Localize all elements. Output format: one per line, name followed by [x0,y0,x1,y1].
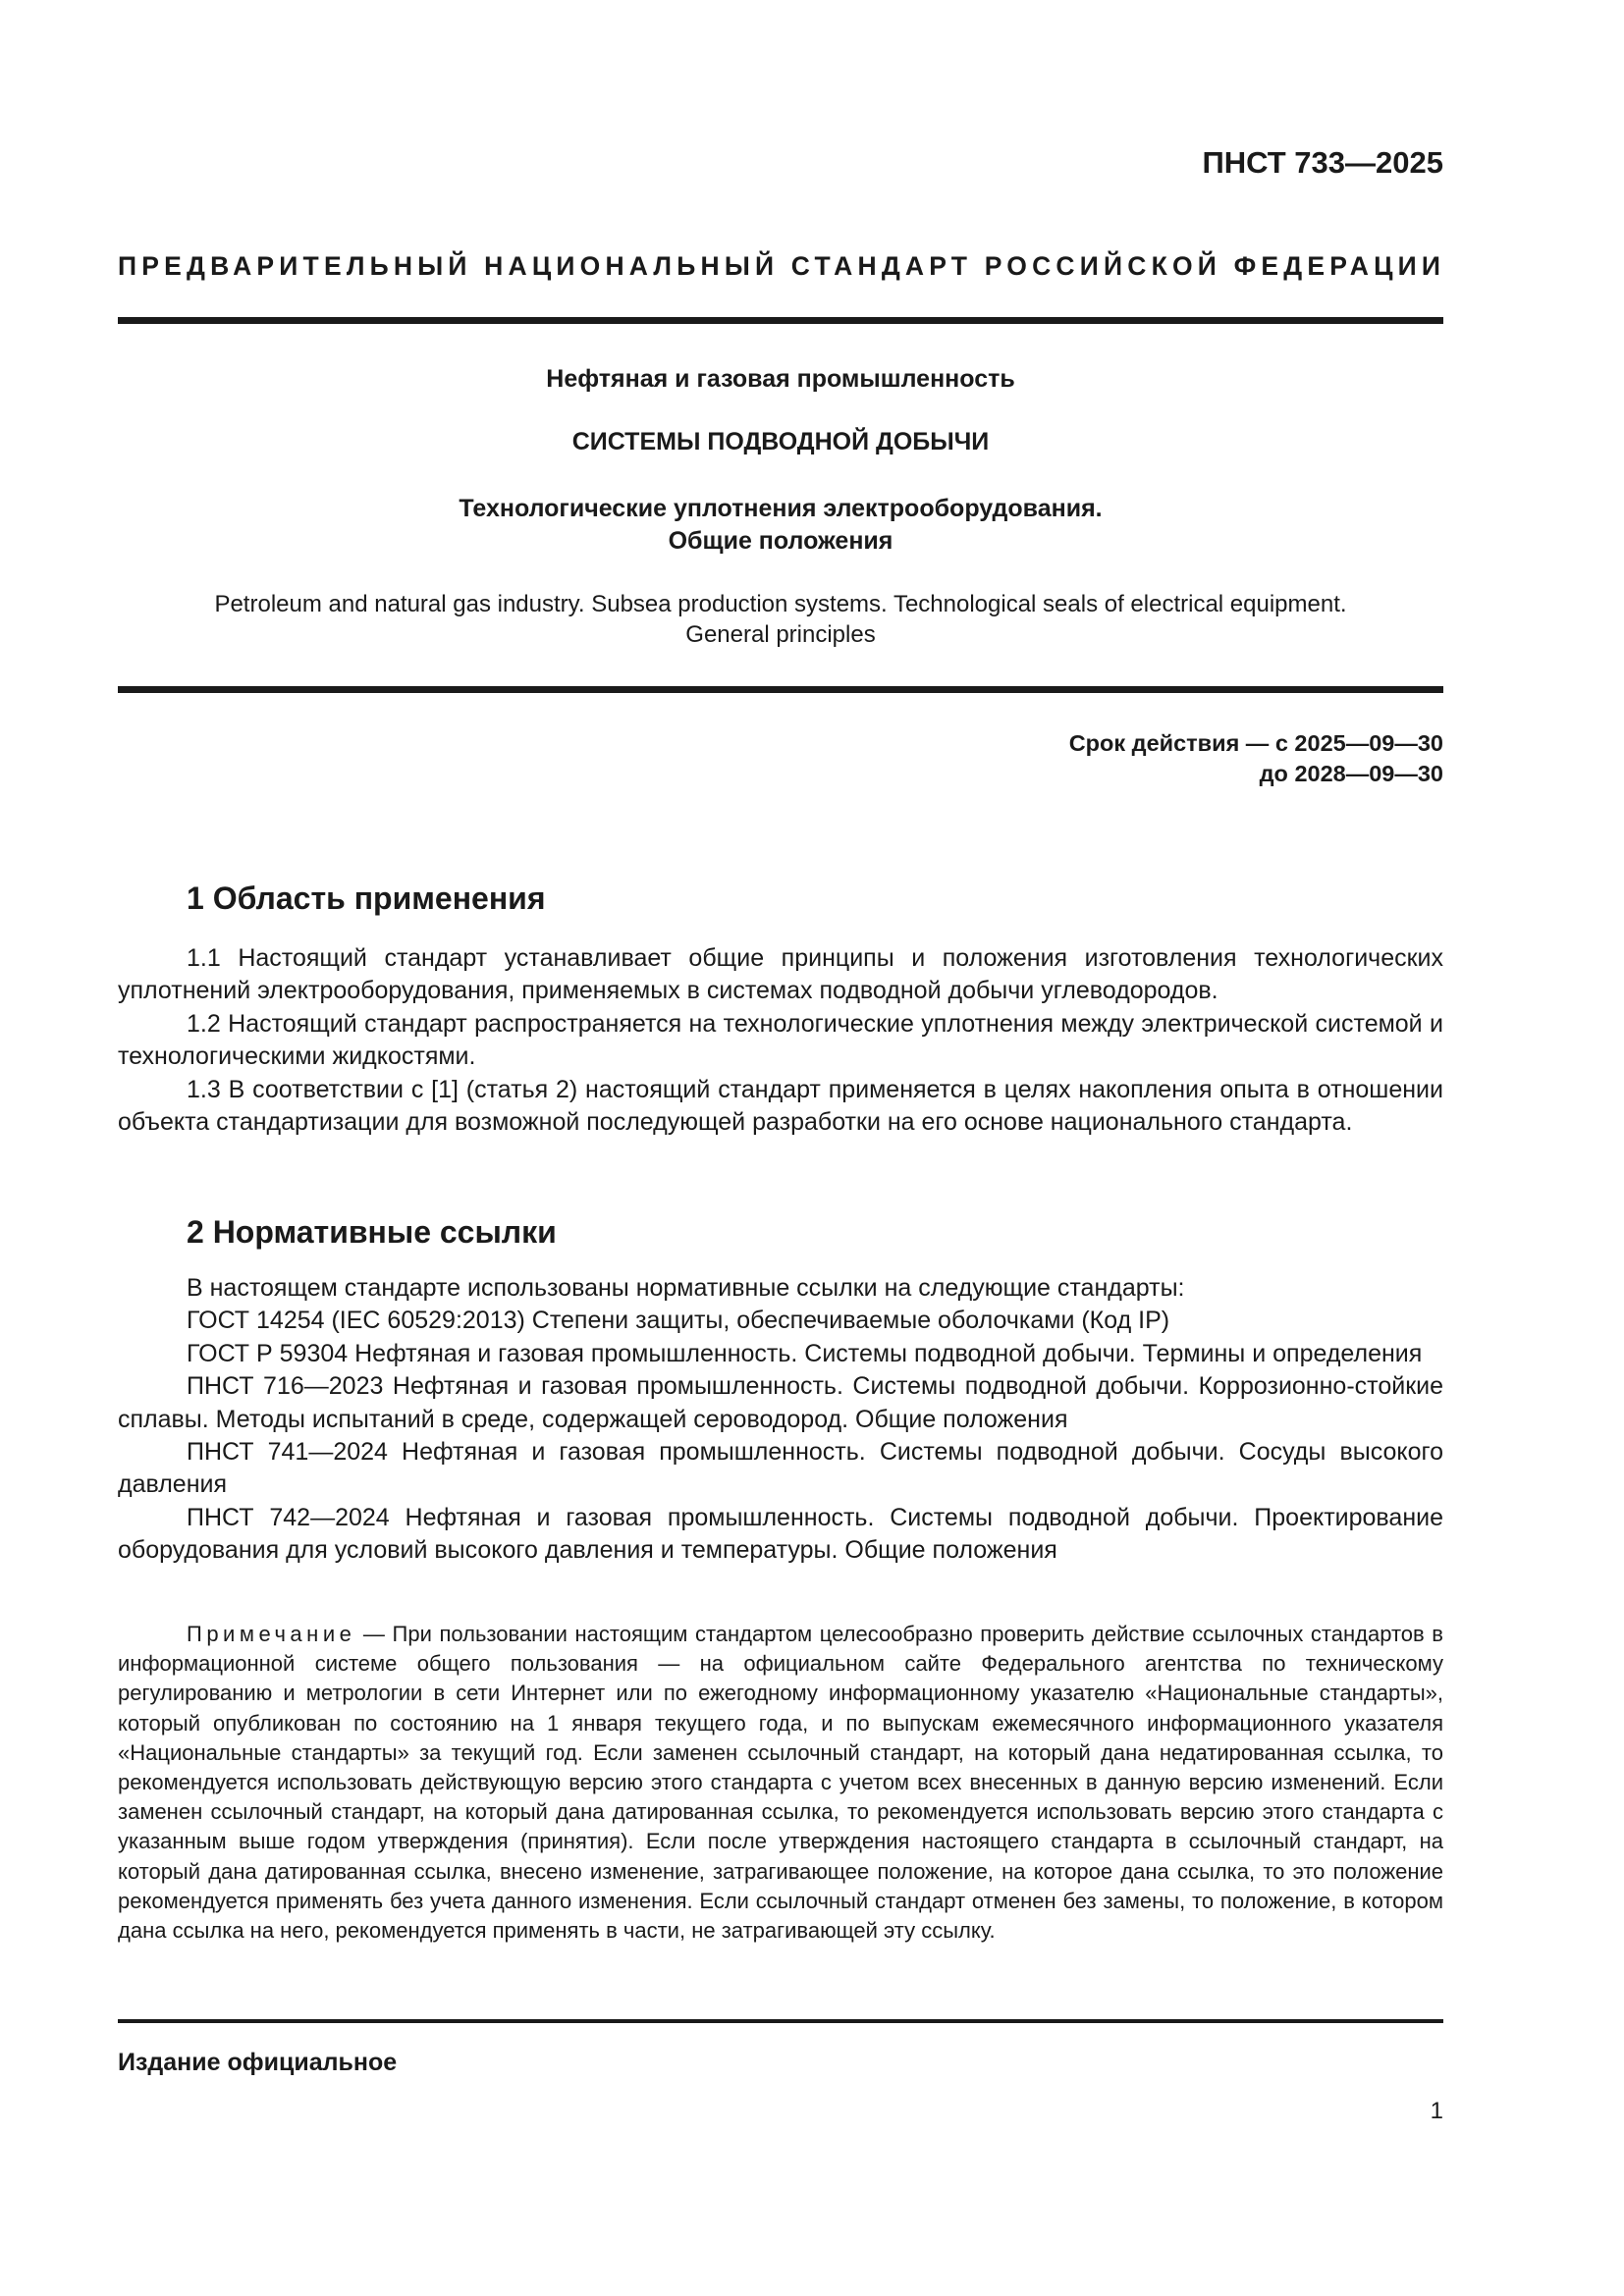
paragraph-1-2: 1.2 Настоящий стандарт распространяется на технологические уплотнения между электрической системой и технологическими жидкостями. [118,1009,1443,1071]
note-paragraph [118,1620,1443,1946]
subject-title [118,493,1443,558]
english-title [118,589,1443,650]
reference-item: ГОСТ Р 59304 Нефтяная и газовая промышленность. Системы подводной добычи. Термины и определения [187,1339,1423,1367]
top-divider [118,317,1443,324]
note-label: Примечание [187,1622,356,1646]
document-number: ПНСТ 733—2025 [1202,145,1443,180]
note-text: При пользовании настоящим стандартом целесообразно проверить действие ссылочных стандартов в информационной системе общего пользования — на официальном сайте Федерального агентства по техническому регулированию и метрологии в сети Интернет или по ежегодному информационному указателю «Национальные стандарты», который опубликован по состоянию на 1 января текущего года, и по выпускам ежемесячного информационного указателя «Национальные стандарты» за текущий год. Если заменен ссылочный стандарт, на который дана недатированная ссылка, то рекомендуется использовать действующую версию этого стандарта с учетом всех внесенных в данную версию изменений. Если заменен ссылочный стандарт, на который дана датированная ссылка, то рекомендуется использовать версию этого стандарта с указанным выше годом утверждения (принятия). Если после утверждения настоящего стандарта в ссылочный стандарт, на который дана датированная ссылка, внесено изменение, затрагивающее положение, на которое дана ссылка, то это положение рекомендуется применять без учета данного изменения. Если ссылочный стандарт отменен без замены, то положение, в котором дана ссылка на него, рекомендуется применять в части, не затрагивающей эту ссылку. [118,1622,1443,1944]
reference-item: ПНСТ 716—2023 Нефтяная и газовая промышленность. Системы подводной добычи. Коррозионно-стойкие сплавы. Методы испытаний в среде, содержащей сероводород. Общие положения [118,1372,1443,1433]
system-title: СИСТЕМЫ ПОДВОДНОЙ ДОБЫЧИ [571,428,990,455]
validity-end: до 2028—09—30 [1259,761,1443,786]
industry-title: Нефтяная и газовая промышленность [546,365,1015,393]
validity-period [1069,728,1443,789]
page-number: 1 [1430,2098,1443,2124]
subject-title-line1: Технологические уплотнения электрооборудования. [459,495,1103,522]
validity-start: Срок действия — с 2025—09—30 [1068,730,1443,756]
paragraph-1-3: 1.3 В соответствии с [1] (статья 2) настоящий стандарт применяется в целях накопления опыта в отношении объекта стандартизации для возможной последующей разработки на его основе национального стандарта. [118,1075,1443,1137]
note-dash: — [355,1622,393,1646]
english-title-line2: General principles [685,621,876,648]
paragraph-1-1: 1.1 Настоящий стандарт устанавливает общие принципы и положения изготовления технологических уплотнений электрооборудования, применяемых в системах подводной добычи углеводородов. [118,944,1443,1005]
section-2-body [118,1272,1443,1568]
footer-divider [118,2019,1443,2023]
reference-item: ПНСТ 742—2024 Нефтяная и газовая промышленность. Системы подводной добычи. Проектирование оборудования для условий высокого давления и температуры. Общие положения [118,1503,1443,1565]
reference-item: ПНСТ 741—2024 Нефтяная и газовая промышленность. Системы подводной добычи. Сосуды высокого давления [118,1438,1443,1499]
references-intro: В настоящем стандарте использованы нормативные ссылки на следующие стандарты: [187,1274,1185,1302]
official-edition-label: Издание официальное [118,2049,398,2076]
section-1-body [118,942,1443,1139]
standard-type-banner: ПРЕДВАРИТЕЛЬНЫЙ НАЦИОНАЛЬНЫЙ СТАНДАРТ РОССИЙСКОЙ ФЕДЕРАЦИИ [118,251,1446,281]
section-1-heading: 1 Область применения [187,881,546,916]
subject-title-line2: Общие положения [668,527,893,555]
section-2-heading: 2 Нормативные ссылки [187,1214,557,1250]
title-divider [118,686,1443,693]
reference-item: ГОСТ 14254 (IEC 60529:2013) Степени защиты, обеспечиваемые оболочками (Код IP) [187,1307,1170,1335]
english-title-line1: Petroleum and natural gas industry. Subsea production systems. Technological seals of electrical equipment. [214,591,1347,617]
